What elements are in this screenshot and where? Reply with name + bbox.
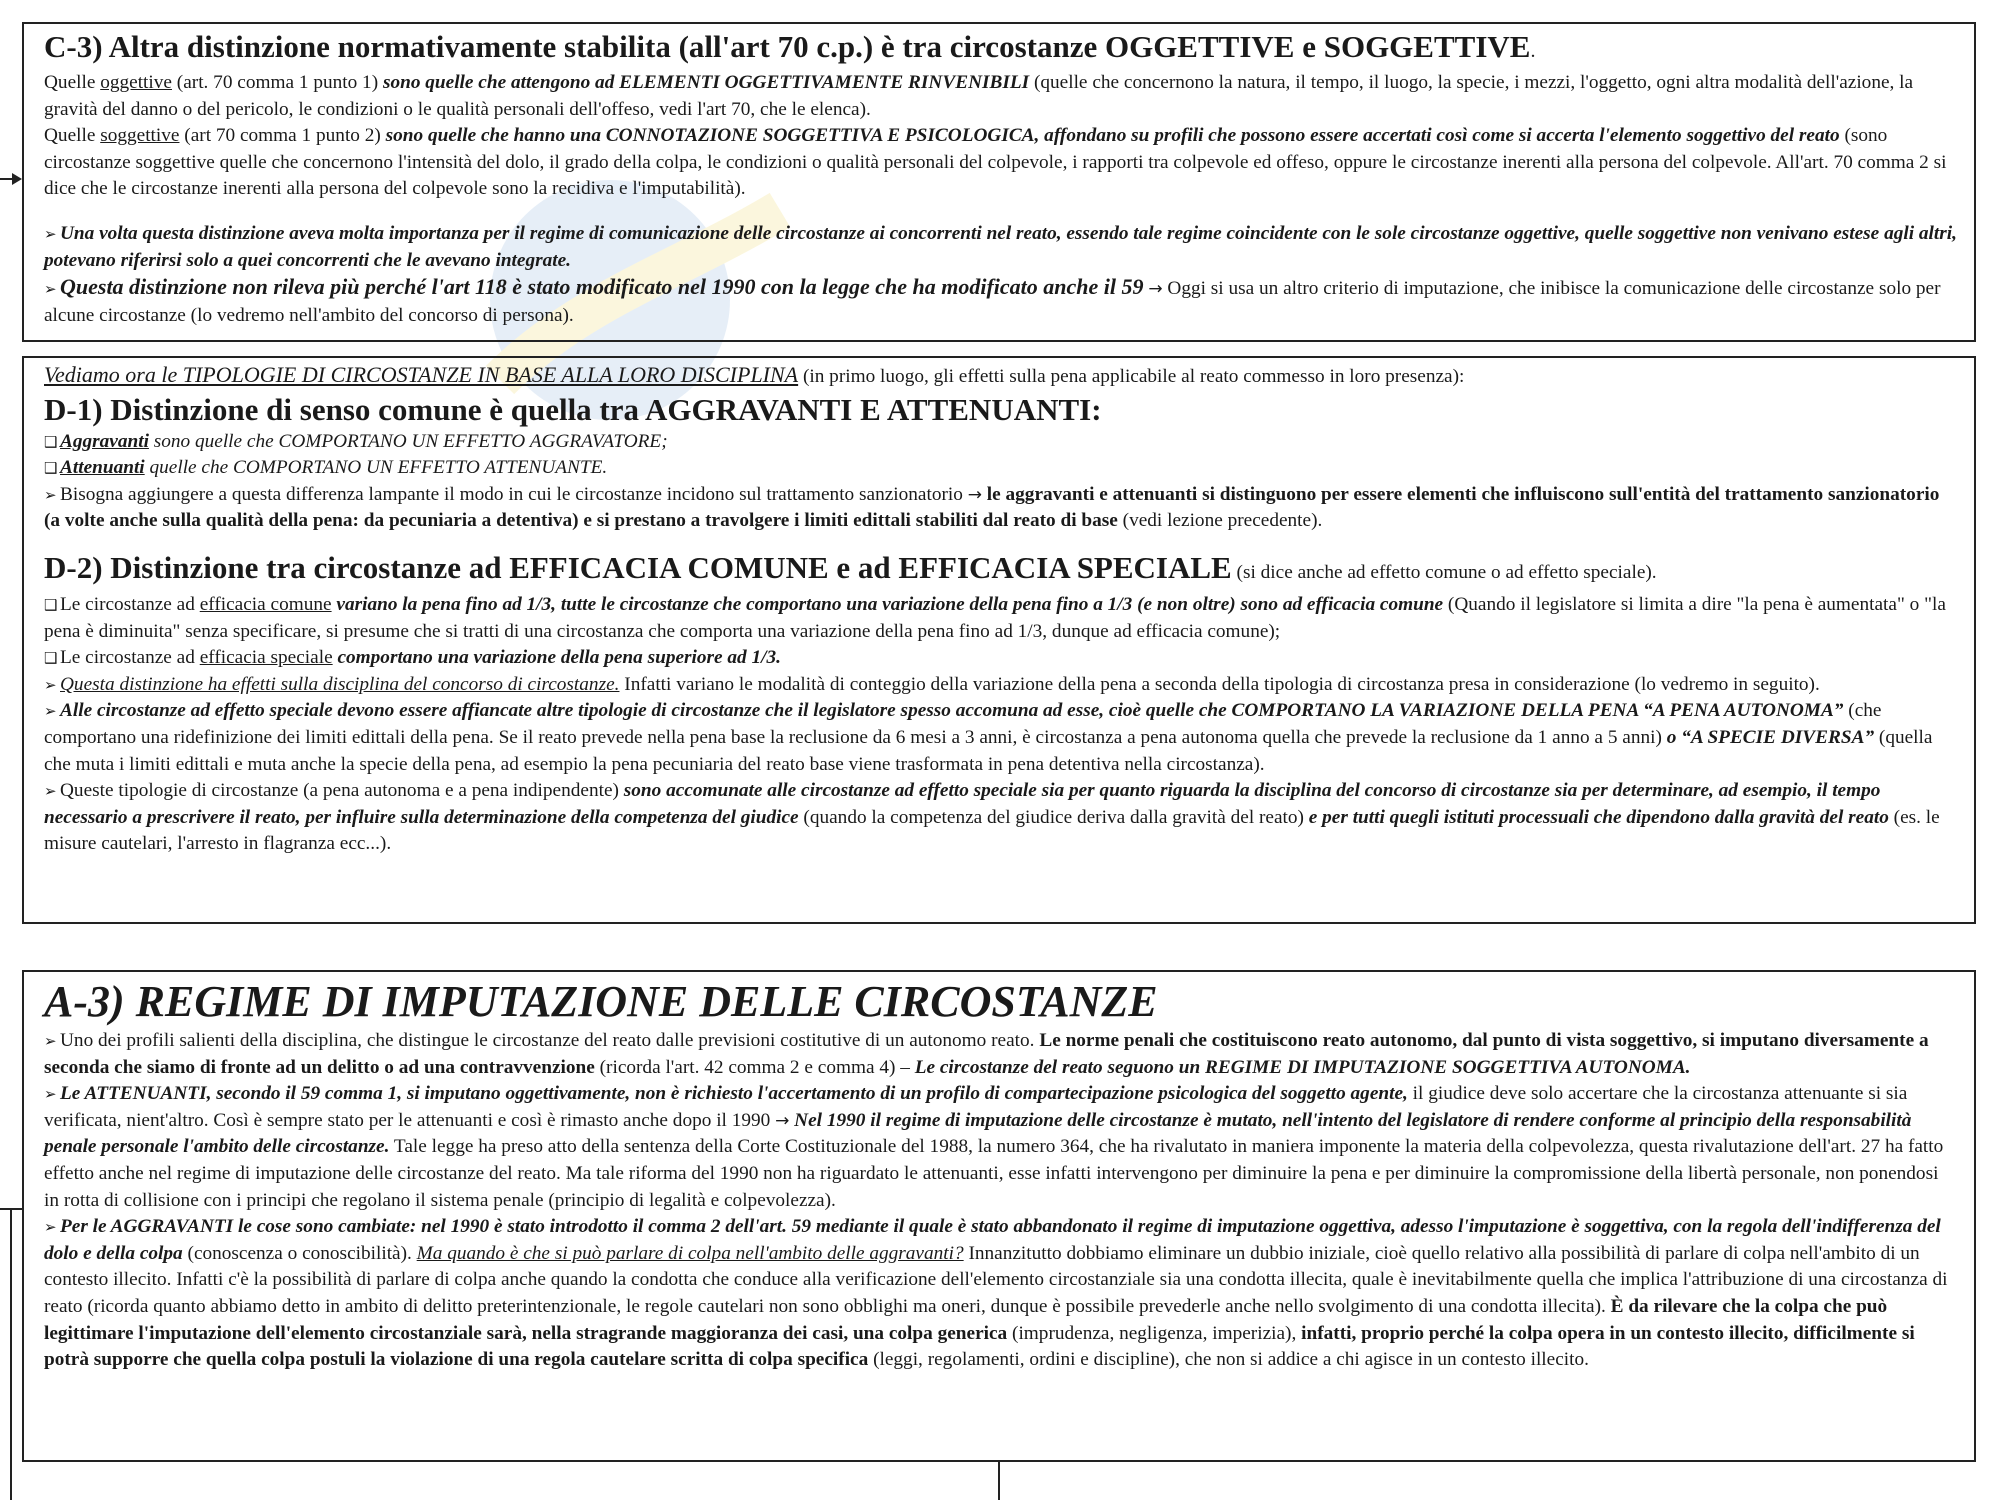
section-d2-heading: D-2) Distinzione tra circostanze ad EFFICACIA COMUNE e ad EFFICACIA SPECIALE (si dice anche ad effetto comune o ad effetto speciale). [44,549,1657,585]
empty-checkbox-icon: ❑ [44,595,58,614]
right-arrow-icon: → [967,484,982,505]
d2-bullet-tipologie: ➢ Queste tipologie di circostanze (a pena autonoma e a pena indipendente) sono accomunate alle circostanze ad effetto speciale sia per quanto riguarda la disciplina del concorso di circostanze sia per determinare, ad esempio, il tempo necessario a prescrivere il reato, per influire sulla determinazione della competenza del giudice (quando la competenza del giudice deriva dalla gravità del reato) e per tutti quegli istituti processuali che dipendono dalla gravità del reato (es. le misure cautelari, l'arresto in flagranza ecc...). [44,780,1940,855]
section-d1-heading: D-1) Distinzione di senso comune è quella tra AGGRAVANTI E ATTENUANTI: [44,391,1102,427]
efficacia-comune-item: ❑ Le circostanze ad efficacia comune variano la pena fino ad 1/3, tutte le circostanze che comportano una variazione della pena fino a 1/3 (e non oltre) sono ad efficacia comune (Quando il legislatore si limita a dire "la pena è aumentata" o "la pena è diminuita" senza specificare, si presume che si tratti di una circostanza che comporta una variazione della pena fino ad 1/3, dunque ad efficacia comune); [44,593,1946,642]
section-c3-heading [44,28,1958,70]
right-arrow-icon: → [775,1110,790,1131]
arrowhead-bullet-icon: ➢ [44,675,57,694]
connector-line-left-vertical [10,1208,12,1500]
d-intro: Vediamo ora le TIPOLOGIE DI CIRCOSTANZE IN BASE ALLA LORO DISCIPLINA (in primo luogo, gli effetti sulla pena applicabile al reato commesso in loro presenza): [44,362,1465,387]
connector-arrow-icon [0,173,22,185]
a3-bullet-profili: ➢ Uno dei profili salienti della disciplina, che distingue le circostanze del reato dalle previsioni costitutive di un autonomo reato. Le norme penali che costituiscono reato autonomo, dal punto di vista soggettivo, si imputano diversamente a seconda che siamo di fronte ad un delitto o ad una contravvenzione (ricorda l'art. 42 comma 2 e comma 4) – Le circostanze del reato seguono un REGIME DI IMPUTAZIONE SOGGETTIVA AUTONOMA. [44,1030,1929,1078]
c3-bullet-art118: ➢ Questa distinzione non rileva più perché l'art 118 è stato modificato nel 1990 con la legge che ha modificato anche il 59 → Oggi si usa un altro criterio di imputazione, che inibisce la comunicazione delle circostanze solo per alcune circostanze (lo vedremo nell'ambito del concorso di persona). [44,274,1941,326]
arrowhead-bullet-icon: ➢ [44,280,57,299]
empty-checkbox-icon: ❑ [44,649,58,668]
efficacia-speciale-item: ❑ Le circostanze ad efficacia speciale comportano una variazione della pena superiore ad 1/3. [44,645,1958,672]
right-arrow-icon: → [1148,279,1163,300]
section-a3-box [22,970,1976,1462]
arrowhead-bullet-icon: ➢ [44,702,57,721]
attenuanti-item: ❑ Attenuanti quelle che COMPORTANO UN EFFETTO ATTENUANTE. [44,455,1958,482]
a3-bullet-attenuanti: ➢ Le ATTENUANTI, secondo il 59 comma 1, si imputano oggettivamente, non è richiesto l'accertamento di un profilo di compartecipazione psicologica del soggetto agente, il giudice deve solo accertare che la circostanza attenuante si sia verificata, nient'altro. Così è sempre stato per le attenuanti e così è rimasto anche dopo il 1990 → Nel 1990 il regime di imputazione delle circostanze è mutato, nell'intento del legislatore di rendere conforme al principio della responsabilità penale personale l'ambito delle circostanze. Tale legge ha preso atto della sentenza della Corte Costituzionale del 1988, la numero 364, che ha rivalutato in maniera imponente la materia della colpevolezza, questa rivalutazione dell'art. 27 ha fatto effetto anche nel regime di imputazione delle circostanze del reato. Ma tale riforma del 1990 non ha riguardato le attenuanti, esse infatti intervengono per diminuire la pena e per diminuire la compromissione della libertà personale, non ponendosi in rotta di collisione con i principi che regolano il sistema penale (principio di legalità e colpevolezza). [44,1083,1944,1211]
section-c3-title: C-3) Altra distinzione normativamente stabilita (all'art 70 c.p.) è tra circostanze OGGETTIVE e SOGGETTIVE [44,29,1531,64]
arrowhead-bullet-icon: ➢ [44,782,57,801]
arrowhead-bullet-icon: ➢ [44,1218,57,1237]
soggettive-paragraph: Quelle soggettive (art 70 comma 1 punto 2) sono quelle che hanno una CONNOTAZIONE SOGGETTIVA E PSICOLOGICA, affondano su profili che possono essere accertati così come si accerta l'elemento soggettivo del reato (sono circostanze soggettive quelle che concernono l'intensità del dolo, il grado della colpa, le condizioni o qualità personali del colpevole, i rapporti tra colpevole ed offeso, oppure le circostanze inerenti alla persona del colpevole. All'art. 70 comma 2 si dice che le circostanze inerenti alla persona del colpevole sono la recidiva e l'imputabilità). [44,125,1947,200]
section-c3-box [22,22,1976,342]
aggravanti-item: ❑ Aggravanti sono quelle che COMPORTANO UN EFFETTO AGGRAVATORE; [44,429,1958,456]
a3-bullet-aggravanti: ➢ Per le AGGRAVANTI le cose sono cambiate: nel 1990 è stato introdotto il comma 2 dell'art. 59 mediante il quale è stato abbandonato il regime di imputazione oggettiva, adesso l'imputazione è soggettiva, con la regola dell'indifferenza del dolo e della colpa (conoscenza o conoscibilità). Ma quando è che si può parlare di colpa nell'ambito delle aggravanti? Innanzitutto dobbiamo eliminare un dubbio iniziale, cioè quello relativo alla possibilità di parlare di colpa nell'ambito di un contesto illecito. Infatti c'è la possibilità di parlare di colpa anche quando la condotta che conduce alla verificazione dell'elemento circostanziale sia una condotta illecita, quale è inevitabilmente quella che implica l'attribuzione di una circostanza di reato (ricorda quanto abbiamo detto in ambito di delitto preterintenzionale, le regole cautelari non sono obblighi ma oneri, dunque è possibile prevederle anche nello svolgimento di una condotta illecita). È da rilevare che la colpa che può legittimare l'imputazione dell'elemento circostanziale sarà, nella stragrande maggioranza dei casi, una colpa generica (imprudenza, negligenza, imperizia), infatti, proprio perché la colpa opera in un contesto illecito, difficilmente si potrà supporre che quella colpa postuli la violazione di una regola cautelare scritta di colpa specifica (leggi, regolamenti, ordini e discipline), che non si addice a chi agisce in un contesto illecito. [44,1216,1948,1371]
arrowhead-bullet-icon: ➢ [44,1085,57,1104]
d2-bullet-pena-autonoma: ➢ Alle circostanze ad effetto speciale devono essere affiancate altre tipologie di circostanze che il legislatore spesso accomuna ad esse, cioè quelle che COMPORTANO LA VARIAZIONE DELLA PENA “A PENA AUTONOMA” (che comportano una ridefinizione dei limiti edittali della pena. Se il reato prevede nella pena base la reclusione da 6 mesi a 3 anni, è circostanza a pena autonoma quella che prevede la reclusione da 1 anno a 5 anni) o “A SPECIE DIVERSA” (quella che muta i limiti edittali e muta anche la specie della pena, ad esempio la pena pecuniaria del reato base viene trasformata in pena detentiva nella circostanza). [44,700,1933,775]
section-a3-heading: A-3) REGIME DI IMPUTAZIONE DELLE CIRCOSTANZE [44,977,1158,1026]
oggettive-paragraph: Quelle oggettive (art. 70 comma 1 punto 1) sono quelle che attengono ad ELEMENTI OGGETTIVAMENTE RINVENIBILI (quelle che concernono la natura, il tempo, il luogo, la specie, i mezzi, l'oggetto, ogni altra modalità dell'azione, la gravità del danno o del pericolo, le condizioni o le qualità personali dell'offeso, vedi l'art 70, che le elenca). [44,72,1914,120]
arrowhead-bullet-icon: ➢ [44,1032,57,1050]
section-c3-title-dot: . [1530,40,1536,62]
d2-bullet-concorso: ➢ Questa distinzione ha effetti sulla disciplina del concorso di circostanze. Infatti variano le modalità di conteggio della variazione della pena a seconda della tipologia di circostanza presa in considerazione (lo vedremo in seguito). [44,672,1958,699]
d1-bullet-differenza: ➢ Bisogna aggiungere a questa differenza lampante il modo in cui le circostanze incidono sul trattamento sanzionatorio → le aggravanti e attenuanti si distinguono per essere elementi che influiscono sull'entità del trattamento sanzionatorio (a volte anche sulla qualità della pena: da pecuniaria a detentiva) e si prestano a travolgere i limiti edittali stabiliti dal reato di base (vedi lezione precedente). [44,483,1940,532]
arrowhead-bullet-icon: ➢ [44,485,57,504]
arrowhead-bullet-icon: ➢ [44,224,57,243]
empty-checkbox-icon: ❑ [44,459,58,478]
empty-checkbox-icon: ❑ [44,432,58,451]
connector-line-bottom-vertical [998,1462,1000,1500]
c3-bullet-comunicazione: ➢ Una volta questa distinzione aveva molta importanza per il regime di comunicazione delle circostanze ai concorrenti nel reato, essendo tale regime coincidente con le sole circostanze oggettive, quelle soggettive non venivano estese agli altri, potevano riferirsi solo a quei concorrenti che le avevano integrate. [44,222,1957,271]
section-d-box [22,356,1976,924]
